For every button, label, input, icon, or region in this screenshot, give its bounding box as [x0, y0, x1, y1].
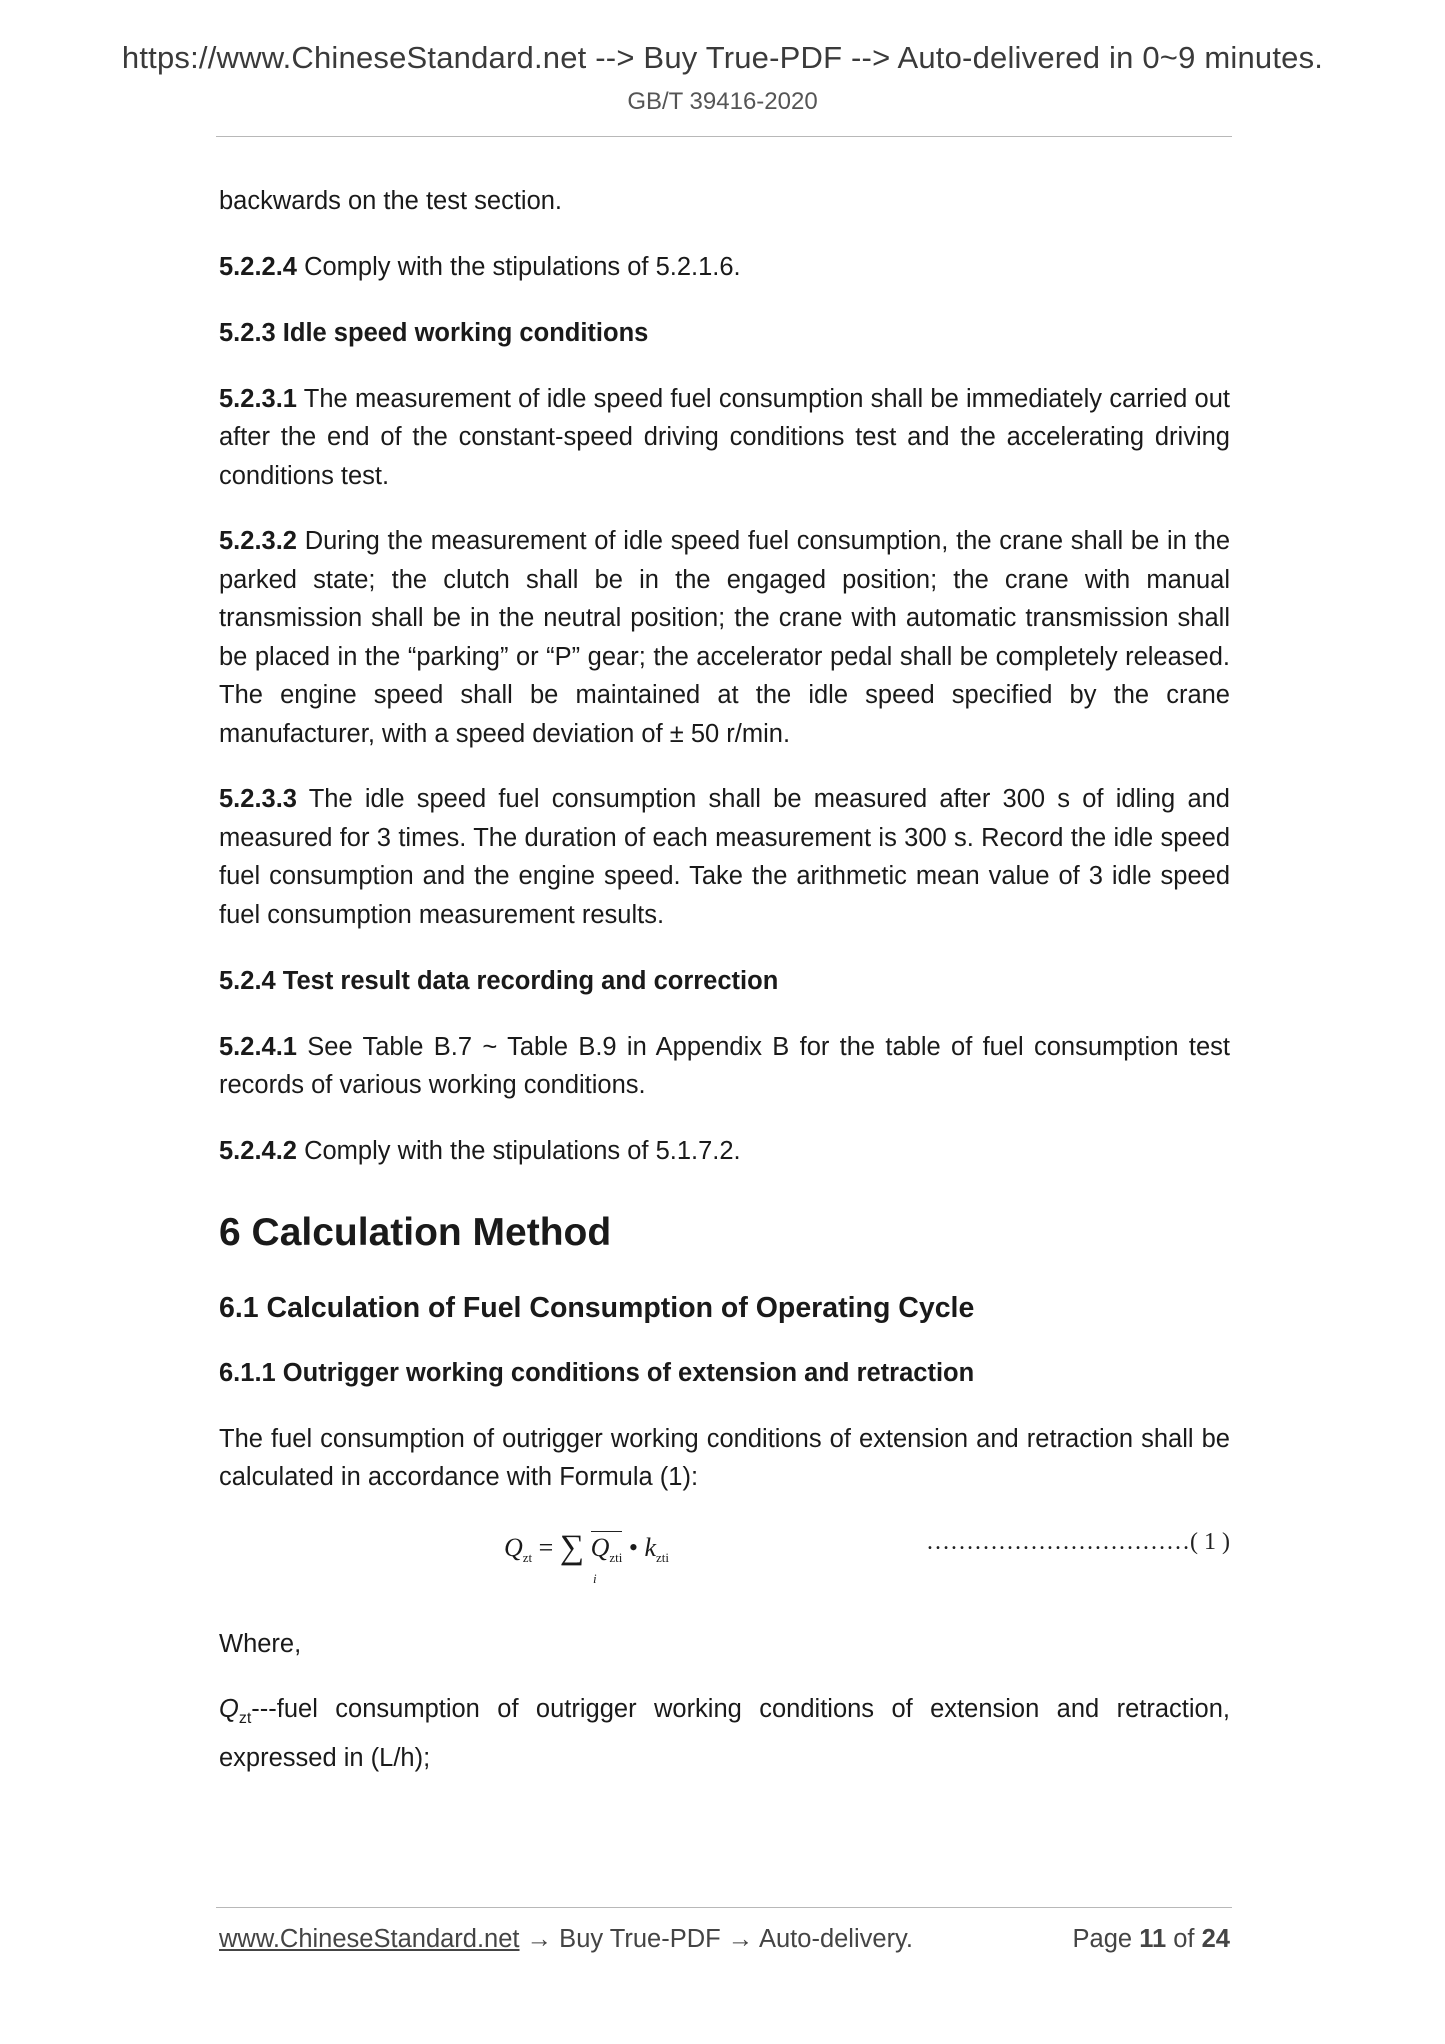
definition-symbol-sub: zt: [238, 1710, 252, 1728]
sigma-symbol: ∑: [559, 1528, 585, 1566]
clause-number: 5.2.2.4: [219, 252, 297, 281]
clause-5-2-3-3: [219, 780, 1230, 934]
clause-text: The idle speed fuel consumption shall be measured after 300 s of idling and measured for 3 times. The duration of each measurement is 300 s. Record the idle speed fuel consumption and the engine speed. Take the arithmetic mean value of 3 idle speed fuel consumption measurement results.: [219, 785, 1230, 929]
definition-qzt: [219, 1690, 1230, 1777]
chapter-6-title: 6 Calculation Method: [219, 1211, 612, 1254]
formula-q-sub: zt: [522, 1549, 533, 1565]
formula-equals: =: [532, 1532, 560, 1562]
heading-5-2-4: 5.2.4 Test result data recording and correction: [219, 967, 779, 995]
clause-number: 5.2.3.1: [219, 384, 297, 413]
footer-tagline: → Buy True-PDF → Auto-delivery.: [519, 1925, 913, 1953]
clause-number: 5.2.3.3: [219, 785, 297, 813]
formula-dot: •: [622, 1532, 645, 1562]
standard-number: GB/T 39416-2020: [627, 88, 818, 115]
formula-qbar: [590, 1531, 623, 1565]
paragraph-continued: backwards on the test section.: [219, 187, 563, 215]
formula-qbar-sub: zti: [609, 1549, 623, 1565]
formula-expression: [504, 1527, 670, 1586]
clause-number: 5.2.4.2: [219, 1136, 297, 1165]
definition-symbol: Q: [219, 1695, 239, 1723]
footer-site-link[interactable]: www.ChineseStandard.net: [219, 1925, 520, 1953]
of-word: of: [1173, 1925, 1195, 1953]
formula-qbar-letter: Q: [590, 1532, 610, 1562]
page-content: [219, 182, 1230, 1777]
definition-text: ---fuel consumption of outrigger working conditions of extension and retraction, expressed in (L/h);: [219, 1695, 1230, 1772]
heading-5-2-3: 5.2.3 Idle speed working conditions: [219, 319, 649, 347]
clause-5-2-2-4: [219, 248, 1230, 287]
clause-text: The measurement of idle speed fuel consumption shall be immediately carried out after the end of the constant-speed driving conditions test and the accelerating driving conditions test.: [219, 384, 1230, 490]
clause-text: See Table B.7 ~ Table B.9 in Appendix B for the table of fuel consumption test records of various working conditions.: [219, 1032, 1230, 1099]
clause-5-2-4-2: [219, 1132, 1230, 1171]
clause-text: Comply with the stipulations of 5.1.7.2.: [296, 1136, 741, 1165]
clause-number: 5.2.4.1: [219, 1032, 297, 1061]
leader-dots: ……………………………: [926, 1528, 1191, 1555]
formula-1: [219, 1519, 1230, 1599]
formula-label: ( 1 ): [1190, 1528, 1230, 1555]
formula-k: k: [644, 1532, 657, 1562]
formula-q: Q: [504, 1532, 523, 1562]
formula-k-sub: zti: [656, 1549, 670, 1565]
page-number: 11: [1139, 1925, 1167, 1953]
formula-intro: The fuel consumption of outrigger working conditions of extension and retraction shall be calculated in accordance with Formula (1):: [219, 1424, 1230, 1491]
download-banner: https://www.ChineseStandard.net --> Buy True-PDF --> Auto-delivered in 0~9 minutes.: [121, 40, 1324, 75]
clause-number: 5.2.3.2: [219, 527, 297, 555]
clause-5-2-3-1: [219, 380, 1230, 496]
page-indicator: [1073, 1925, 1230, 1954]
where-label: Where,: [219, 1629, 302, 1658]
clause-5-2-4-1: [219, 1028, 1230, 1105]
section-6-1-title: 6.1 Calculation of Fuel Consumption of Operating Cycle: [219, 1292, 975, 1324]
clause-5-2-3-2: [219, 522, 1230, 753]
page-footer: [219, 1925, 1230, 1954]
heading-6-1-1: 6.1.1 Outrigger working conditions of extension and retraction: [219, 1359, 975, 1387]
clause-text: During the measurement of idle speed fuel consumption, the crane shall be in the parked state; the clutch shall be in the engaged position; the crane with manual transmission shall be in the neutral position; the crane with automatic transmission shall be placed in the “parking” or “P” gear; the accelerator pedal shall be completely released. The engine speed shall be maintained at the idle speed specified by the crane manufacturer, with a speed deviation of ± 50 r/min.: [219, 527, 1230, 748]
footer-divider: [216, 1907, 1232, 1908]
header-divider: [216, 136, 1232, 137]
clause-text: Comply with the stipulations of 5.2.1.6.: [296, 252, 741, 281]
page-word: Page: [1072, 1925, 1133, 1953]
formula-index: i: [593, 1570, 597, 1586]
formula-number: [926, 1529, 1230, 1556]
page-total: 24: [1201, 1925, 1230, 1953]
